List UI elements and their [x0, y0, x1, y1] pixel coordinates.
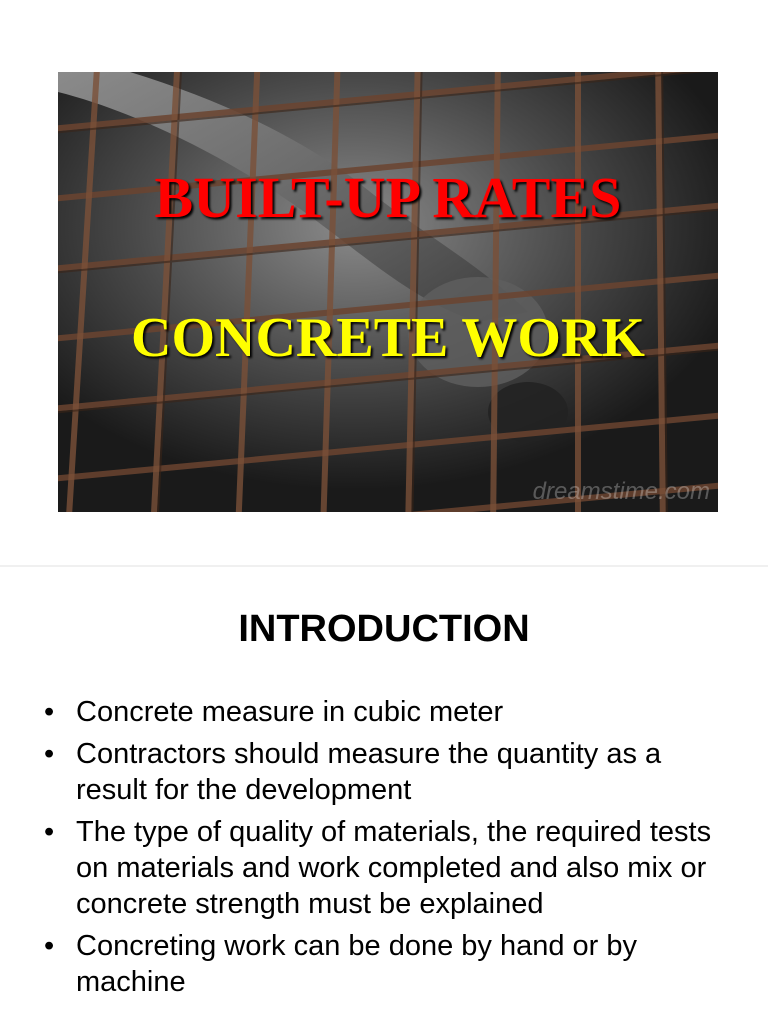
- bullet-icon: •: [44, 738, 55, 770]
- bullet-item: [40, 928, 720, 1000]
- bullet-icon: •: [44, 816, 55, 848]
- bullet-text: Contractors should measure the quantity as a result for the development: [76, 738, 662, 806]
- bullet-icon: •: [44, 696, 55, 728]
- banner-title-concrete-work: CONCRETE WORK: [131, 307, 645, 369]
- bullet-item: [40, 814, 720, 922]
- rebar-grid-illustration: [58, 72, 718, 512]
- bullet-item: [40, 736, 720, 808]
- concrete-rebar-image: [58, 72, 718, 512]
- banner-title-built-up-rates: BUILT-UP RATES: [154, 165, 622, 230]
- bullet-icon: •: [44, 930, 55, 962]
- bullet-text: Concrete measure in cubic meter: [76, 696, 504, 728]
- bullet-item: [40, 694, 720, 730]
- image-watermark: dreamstime.com: [532, 478, 710, 505]
- section-heading-introduction: INTRODUCTION: [238, 608, 530, 650]
- introduction-bullet-list: [40, 694, 720, 1006]
- bullet-text: Concreting work can be done by hand or by machine: [76, 930, 638, 998]
- page-divider: [0, 565, 768, 567]
- bullet-text: The type of quality of materials, the required tests on materials and work completed and also mix or concrete strength must be explained: [76, 816, 712, 920]
